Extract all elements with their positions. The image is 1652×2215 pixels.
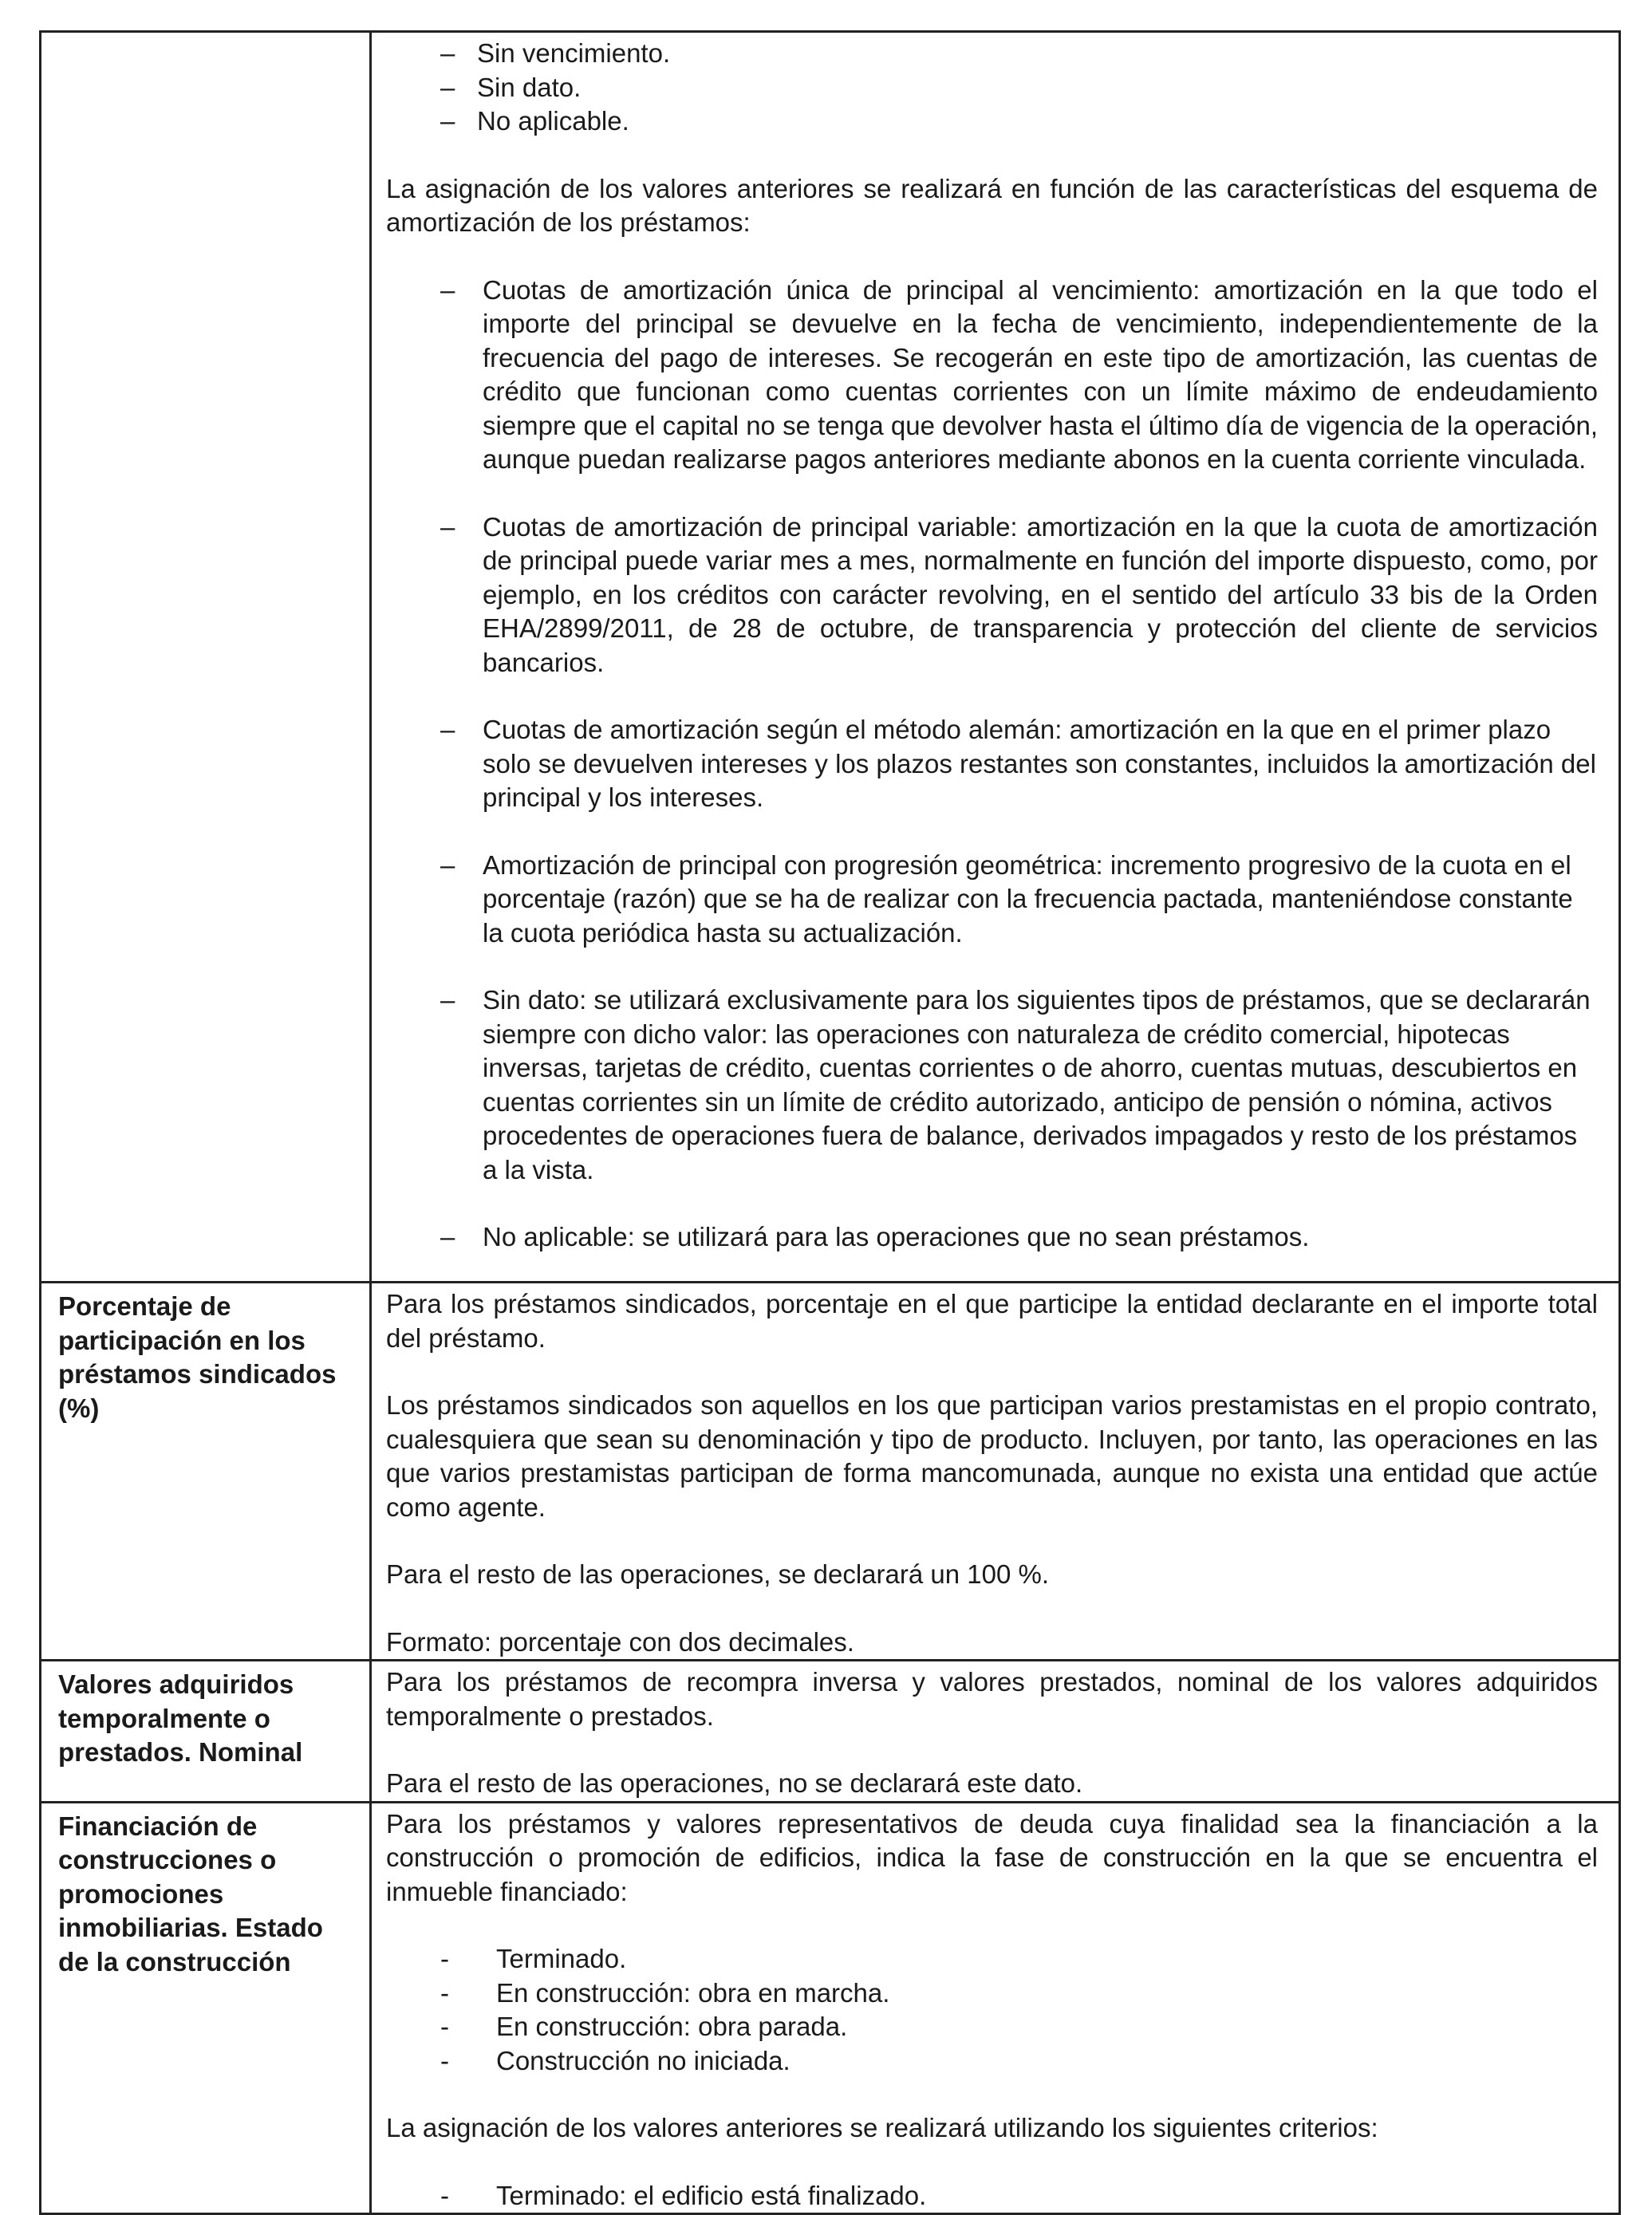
row-content (371, 32, 1620, 1283)
list-item: – Sin dato: se utilizará exclusivamente para los siguientes tipos de préstamos, que se declararán siempre con dicho valor: las operaciones con naturaleza de crédito comercial, hipotecas inversas, tarjetas de crédito, cuentas corrientes o de ahorro, cuentas mutuas, descubiertos en cuentas corrientes sin un límite de crédito autorizado, anticipo de pensión o nómina, activos procedentes de operaciones fuera de balance, derivados impagados y resto de los préstamos a la vista. (440, 985, 1591, 1184)
dash-marker: – (440, 511, 455, 542)
dash-marker: – (440, 1222, 455, 1251)
row-label (41, 32, 371, 1283)
row-content (371, 1283, 1620, 1661)
construction-phase-list (386, 1942, 1598, 2078)
list-item: – No aplicable: se utilizará para las operaciones que no sean préstamos. (386, 1220, 1598, 1255)
paragraph: Para el resto de las operaciones, se declarará un 100 %. (386, 1559, 1049, 1589)
dash-marker: - (440, 2045, 449, 2075)
table-row-amortization-scheme (41, 32, 1620, 1283)
paragraph: Los préstamos sindicados son aquellos en los que participan varios prestamistas en el propio contrato, cualesquiera que sean su denominación y tipo de producto. Incluyen, por tanto, las operaciones en las que varios prestamistas participan de forma mancomunada, aunque no exista una entidad que actúe como agente. (386, 1390, 1598, 1522)
paragraph: Para los préstamos sindicados, porcentaje en el que participe la entidad declarante en el importe total del préstamo. (386, 1289, 1598, 1353)
list-item: – Sin vencimiento. (386, 37, 1598, 71)
row-label: Valores adquiridos temporalmente o prestados. Nominal (41, 1661, 371, 1803)
dash-marker: – (440, 715, 455, 744)
list-item: - Construcción no iniciada. (386, 2044, 1598, 2079)
list-item: - Terminado. (386, 1942, 1598, 1977)
paragraph: La asignación de los valores anteriores se realizará utilizando los siguientes criterios: (386, 2113, 1378, 2142)
dash-marker: - (440, 1977, 449, 2008)
amortization-types-list (386, 274, 1598, 1255)
list-item: – Cuotas de amortización según el método alemán: amortización en la que en el primer plazo solo se devuelven intereses y los plazos restantes son constantes, incluidos la amortización del principal y los intereses. (440, 715, 1596, 812)
dash-marker: - (440, 1944, 449, 1973)
table-row-securities-nominal (41, 1661, 1620, 1803)
paragraph: Para los préstamos y valores representativos de deuda cuya finalidad sea la financiación a la construcción o promoción de edificios, indica la fase de construcción en la que se encuentra el inmueble financiado: (386, 1808, 1598, 1906)
document-table (39, 30, 1621, 2215)
dash-marker: – (440, 38, 455, 68)
list-item: - Terminado: el edificio está finalizado. (386, 2179, 1598, 2213)
list-item: – Sin dato. (386, 71, 1598, 105)
dash-marker: – (440, 72, 455, 102)
row-content (371, 1661, 1620, 1803)
paragraph: La asignación de los valores anteriores se realizará en función de las características del esquema de amortización de los préstamos: (386, 173, 1598, 237)
dash-marker: – (440, 849, 455, 880)
list-item: – Cuotas de amortización única de principal al vencimiento: amortización en la que todo el importe del principal se devuelve en la fecha de vencimiento, independientemente de la frecuencia del pago de intereses. Se recogerán en este tipo de amortización, las cuentas de crédito que funcionan como cuentas corrientes con un límite máximo de endeudamiento siempre que el capital no se tenga que devolver hasta el último día de vigencia de la operación, aunque puedan realizarse pagos anteriores mediante abonos en la cuenta corriente vinculada. (440, 274, 1598, 474)
row-label: Financiación de construcciones o promociones inmobiliarias. Estado de la construcción (41, 1802, 371, 2214)
row-content (371, 1802, 1620, 2214)
paragraph: Para el resto de las operaciones, no se declarará este dato. (386, 1768, 1083, 1798)
list-item: - En construcción: obra en marcha. (386, 1977, 1598, 2011)
list-item: - En construcción: obra parada. (386, 2010, 1598, 2044)
dash-marker: – (440, 985, 455, 1015)
paragraph: Para los préstamos de recompra inversa y valores prestados, nominal de los valores adquiridos temporalmente o prestados. (386, 1667, 1598, 1731)
table-row-syndicated-loans (41, 1283, 1620, 1661)
table-row-construction-status (41, 1802, 1620, 2214)
paragraph: Formato: porcentaje con dos decimales. (386, 1626, 854, 1657)
list-item: – Cuotas de amortización de principal variable: amortización en la que la cuota de amortización de principal puede variar mes a mes, normalmente en función del importe dispuesto, como, por ejemplo, en los créditos con carácter revolving, en el sentido del artículo 33 bis de la Orden EHA/2899/2011, de 28 de octubre, de transparencia y protección del cliente de servicios bancarios. (440, 511, 1598, 677)
dash-marker: – (440, 106, 455, 136)
dash-marker: - (440, 2012, 449, 2041)
list-item: – No aplicable. (386, 104, 1598, 139)
dash-marker: - (440, 2180, 449, 2210)
row-label: Porcentaje de participación en los préstamos sindicados (%) (41, 1283, 371, 1661)
criteria-list (386, 2179, 1598, 2213)
dash-marker: – (440, 274, 455, 305)
maturity-values-list (386, 37, 1598, 139)
list-item: – Amortización de principal con progresión geométrica: incremento progresivo de la cuota en el porcentaje (razón) que se ha de realizar con la frecuencia pactada, manteniéndose constante la cuota periódica hasta su actualización. (440, 849, 1573, 948)
